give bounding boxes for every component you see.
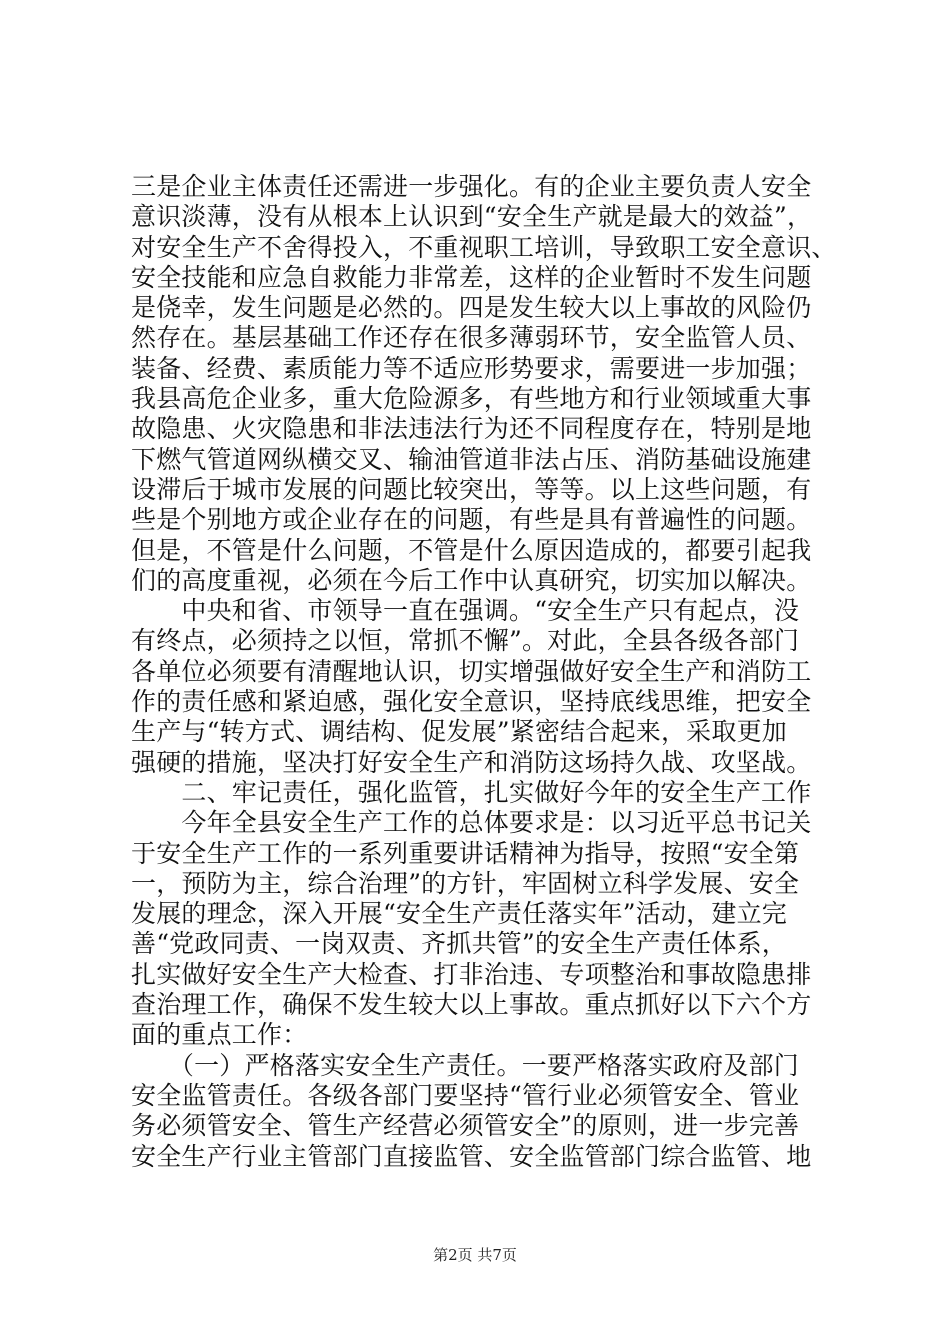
text-line: 务必须管安全、管生产经营必须管安全”的原则，进一步完善 — [131, 1111, 800, 1141]
section-heading: 二、牢记责任，强化监管，扎实做好今年的安全生产工作 — [131, 777, 812, 807]
text-line: （一）严格落实安全生产责任。一要严格落实政府及部门 — [131, 1050, 799, 1080]
text-line: 善“党政同责、一岗双责、齐抓共管”的安全生产责任体系， — [131, 929, 787, 959]
text-line: 对安全生产不舍得投入，不重视职工培训，导致职工安全意识、 — [131, 232, 837, 262]
text-line: 强硬的措施，坚决打好安全生产和消防这场持久战、攻坚战。 — [131, 747, 812, 777]
text-line: 安全技能和应急自救能力非常差，这样的企业暂时不发生问题 — [131, 262, 812, 292]
text-line: 设滞后于城市发展的问题比较突出，等等。以上这些问题，有 — [131, 474, 812, 504]
text-line: 生产与“转方式、调结构、促发展”紧密结合起来，采取更加 — [131, 717, 787, 747]
text-line: 一，预防为主，综合治理”的方针，牢固树立科学发展、安全 — [131, 868, 800, 898]
page-number-footer: 第2页 共7页 — [433, 1246, 517, 1264]
text-line: 于安全生产工作的一系列重要讲话精神为指导，按照“安全第 — [131, 838, 800, 868]
text-line: 中央和省、市领导一直在强调。“安全生产只有起点，没 — [131, 596, 800, 626]
document-body — [131, 172, 837, 1172]
text-line: 安全生产行业主管部门直接监管、安全监管部门综合监管、地 — [131, 1141, 812, 1171]
text-line: 但是，不管是什么问题，不管是什么原因造成的，都要引起我 — [131, 535, 812, 565]
text-line: 各单位必须要有清醒地认识，切实增强做好安全生产和消防工 — [131, 656, 812, 686]
text-line: 三是企业主体责任还需进一步强化。有的企业主要负责人安全 — [131, 172, 812, 201]
text-line: 发展的理念，深入开展“安全生产责任落实年”活动，建立完 — [131, 899, 787, 929]
text-line: 是侥幸，发生问题是必然的。四是发生较大以上事故的风险仍 — [131, 293, 812, 323]
text-line: 有终点，必须持之以恒，常抓不懈”。对此，全县各级各部门 — [131, 626, 800, 656]
text-line: 些是个别地方或企业存在的问题，有些是具有普遍性的问题。 — [131, 505, 812, 535]
text-line: 下燃气管道网纵横交叉、输油管道非法占压、消防基础设施建 — [131, 444, 812, 474]
text-line: 意识淡薄，没有从根本上认识到“安全生产就是最大的效益”， — [131, 202, 813, 232]
text-line: 查治理工作，确保不发生较大以上事故。重点抓好以下六个方 — [131, 990, 812, 1020]
text-line: 然存在。基层基础工作还存在很多薄弱环节，安全监管人员、 — [131, 323, 812, 353]
text-line: 装备、经费、素质能力等不适应形势要求，需要进一步加强； — [131, 353, 812, 383]
text-line: 我县高危企业多，重大危险源多，有些地方和行业领域重大事 — [131, 384, 812, 414]
text-line: 安全监管责任。各级各部门要坚持“管行业必须管安全、管业 — [131, 1080, 800, 1110]
text-line: 作的责任感和紧迫感，强化安全意识，坚持底线思维，把安全 — [131, 687, 812, 717]
text-line: 故隐患、火灾隐患和非法违法行为还不同程度存在，特别是地 — [131, 414, 812, 444]
text-line: 们的高度重视，必须在今后工作中认真研究，切实加以解决。 — [131, 565, 812, 595]
text-line: 今年全县安全生产工作的总体要求是：以习近平总书记关 — [131, 808, 812, 838]
text-line: 扎实做好安全生产大检查、打非治违、专项整治和事故隐患排 — [131, 959, 812, 989]
text-line: 面的重点工作： — [131, 1020, 308, 1050]
